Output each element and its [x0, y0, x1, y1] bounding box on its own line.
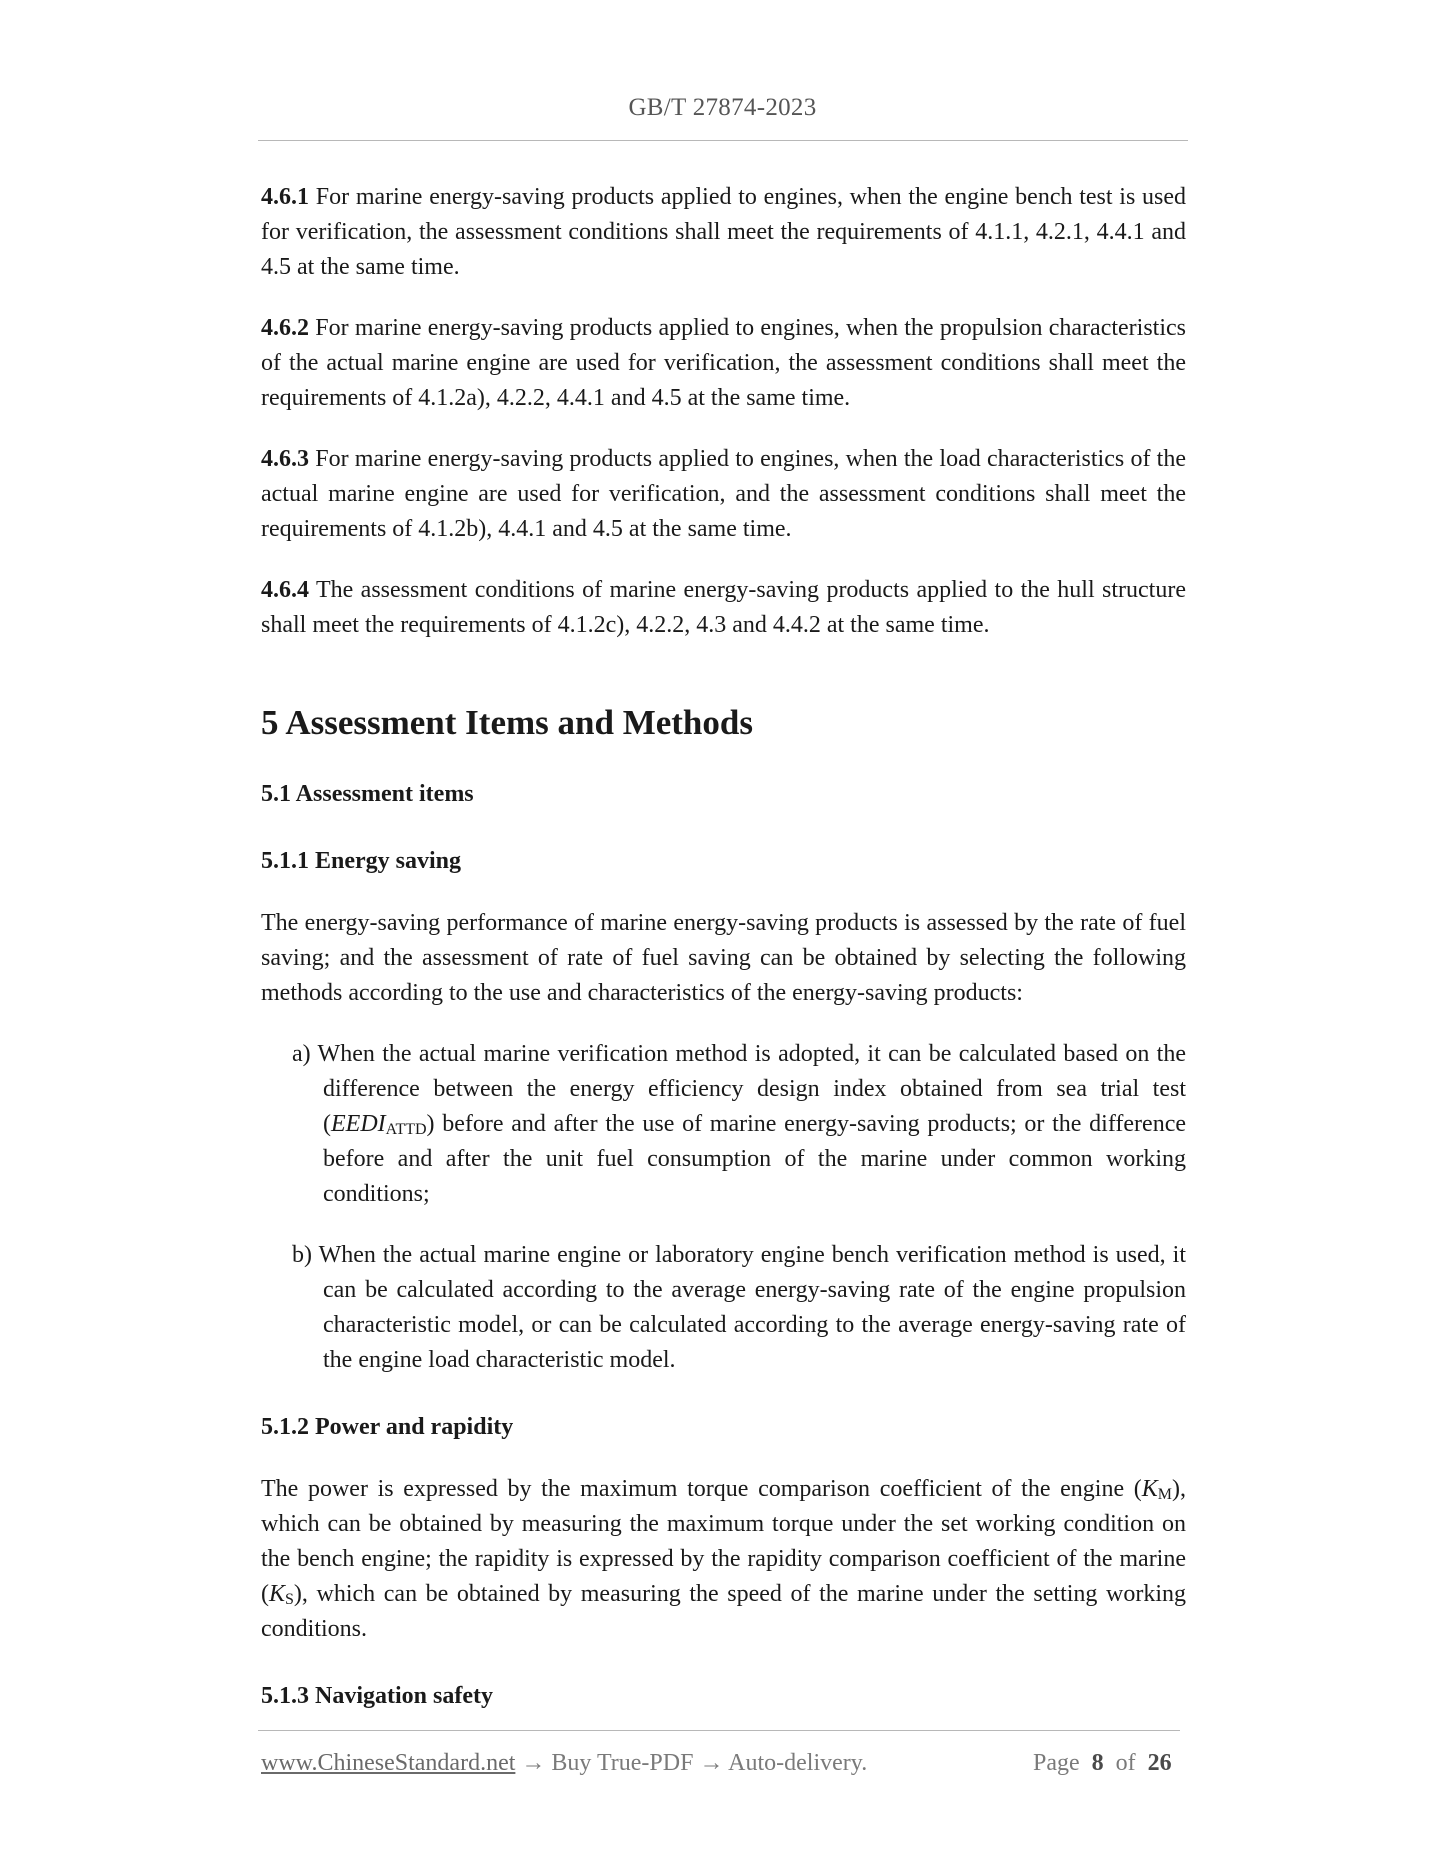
- footer-divider: [258, 1730, 1180, 1731]
- clause-number: 4.6.4: [261, 577, 309, 603]
- clause-4-6-4: [261, 573, 1186, 643]
- arrow-icon: →: [693, 1750, 729, 1776]
- eedi-subscript: ATTD: [385, 1121, 427, 1138]
- clause-text: For marine energy-saving products applied to engines, when the engine bench test is used for verification, the assessment conditions shall meet the requirements of 4.1.1, 4.2.1, 4.4.1 and 4.5 at the same time.: [261, 184, 1187, 280]
- page-indicator: [1033, 1750, 1172, 1777]
- clause-4-6-1: [261, 180, 1186, 285]
- clause-4-6-2: [261, 311, 1186, 416]
- section-heading-5-1: 5.1 Assessment items: [261, 781, 474, 807]
- chapter-heading: 5 Assessment Items and Methods: [261, 703, 753, 742]
- website-link[interactable]: www.ChineseStandard.net: [261, 1750, 516, 1776]
- total-pages-number: 26: [1147, 1750, 1172, 1776]
- ks-subscript: S: [285, 1591, 294, 1608]
- clause-number: 4.6.3: [261, 446, 309, 472]
- paragraph-text: ), which can be obtained by measuring the maximum torque under the set working condition on the bench engine; the rapidity is expressed by the rapidity comparison coefficient of the marine (: [261, 1476, 1186, 1607]
- header-divider: [258, 140, 1188, 141]
- eedi-variable: EEDI: [331, 1111, 386, 1137]
- clause-text: The assessment conditions of marine energy-saving products applied to the hull structure shall meet the requirements of 4.1.2c), 4.2.2, 4.3 and 4.4.2 at the same time.: [261, 577, 1186, 638]
- footer-promo: [261, 1750, 867, 1777]
- list-item-text: ) before and after the use of marine energy-saving products; or the difference before and after the unit fuel consumption of the marine under common working conditions;: [323, 1111, 1186, 1207]
- km-variable: K: [1141, 1476, 1158, 1502]
- clause-4-6-3: [261, 442, 1186, 547]
- energy-saving-intro: The energy-saving performance of marine energy-saving products is assessed by the rate of fuel saving; and the assessment of rate of fuel saving can be obtained by selecting the following methods according to the use and characteristics of the energy-saving products:: [261, 910, 1186, 1006]
- paragraph-text: ), which can be obtained by measuring the speed of the marine under the setting working conditions.: [261, 1581, 1186, 1642]
- current-page-number: 8: [1091, 1750, 1104, 1776]
- page-label: Page: [1033, 1750, 1080, 1776]
- document-body: [261, 180, 1186, 1714]
- section-heading-5-1-1: 5.1.1 Energy saving: [261, 848, 462, 874]
- auto-delivery-text: Auto-delivery.: [728, 1750, 868, 1776]
- buy-pdf-text: Buy True-PDF: [551, 1750, 694, 1776]
- clause-number: 4.6.2: [261, 315, 309, 341]
- of-label: of: [1115, 1750, 1136, 1776]
- ks-variable: K: [269, 1581, 286, 1607]
- clause-number: 4.6.1: [261, 184, 309, 210]
- section-heading-5-1-3: 5.1.3 Navigation safety: [261, 1683, 493, 1709]
- list-item-a: [261, 1037, 1186, 1212]
- list-item-b: b) When the actual marine engine or laboratory engine bench verification method is used, it can be calculated according to the average energy-saving rate of the engine propulsion characteristic model, or can be calculated according to the average energy-saving rate of the engine load characteristic model.: [292, 1242, 1186, 1373]
- paragraph-text: The power is expressed by the maximum torque comparison coefficient of the engine (: [261, 1476, 1142, 1502]
- page-header-title: GB/T 27874-2023: [628, 94, 817, 121]
- power-rapidity-paragraph: [261, 1472, 1186, 1647]
- arrow-icon: →: [515, 1750, 552, 1776]
- clause-text: For marine energy-saving products applied to engines, when the load characteristics of the actual marine engine are used for verification, and the assessment conditions shall meet the requirements of 4.1.2b), 4.4.1 and 4.5 at the same time.: [261, 446, 1186, 542]
- km-subscript: M: [1157, 1486, 1172, 1503]
- section-heading-5-1-2: 5.1.2 Power and rapidity: [261, 1414, 514, 1440]
- clause-text: For marine energy-saving products applied to engines, when the propulsion characteristics of the actual marine engine are used for verification, the assessment conditions shall meet the requirements of 4.1.2a), 4.2.2, 4.4.1 and 4.5 at the same time.: [261, 315, 1187, 411]
- list-item-text: a) When the actual marine verification method is adopted, it can be calculated based on the difference between the energy efficiency design index obtained from sea trial test (: [292, 1041, 1186, 1137]
